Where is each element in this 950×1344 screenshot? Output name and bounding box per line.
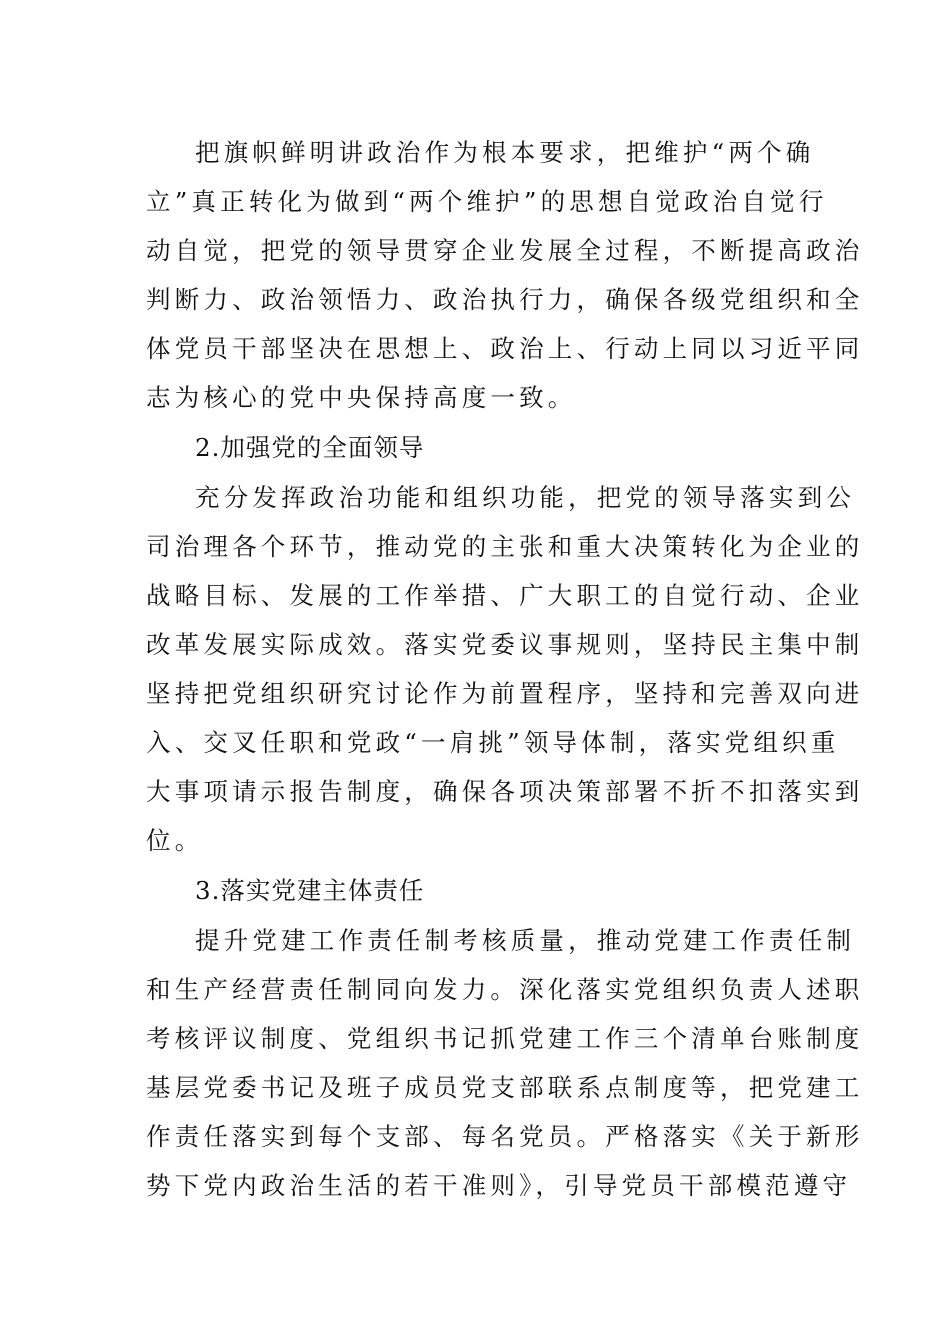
- paragraph-2-line-6: 入、交叉任职和党政“一肩挑”领导体制，落实党组织重: [146, 728, 840, 757]
- paragraph-1-line-6: 志为核心的党中央保持高度一致。: [146, 383, 577, 412]
- paragraph-1-line-4: 判断力、政治领悟力、政治执行力，确保各级党组织和全: [146, 285, 864, 314]
- paragraph-3-line-2: 和生产经营责任制同向发力。深化落实党组织负责人述职: [146, 975, 864, 1004]
- paragraph-2-line-4: 改革发展实际成效。落实党委议事规则，坚持民主集中制: [146, 630, 864, 659]
- paragraph-1-line-1: 把旗帜鲜明讲政治作为根本要求，把维护“两个确: [195, 138, 815, 167]
- paragraph-1-line-3: 动自觉，把党的领导贯穿企业发展全过程，不断提高政治: [146, 236, 864, 265]
- section-heading-2: 2.加强党的全面领导: [195, 433, 425, 462]
- paragraph-3-line-6: 势下党内政治生活的若干准则》，引导党员干部模范遵守: [146, 1171, 852, 1200]
- paragraph-2-line-3: 战略目标、发展的工作举措、广大职工的自觉行动、企业: [146, 581, 864, 610]
- paragraph-1-line-2: 立”真正转化为做到“两个维护”的思想自觉政治自觉行: [146, 187, 828, 216]
- paragraph-2-line-5: 坚持把党组织研究讨论作为前置程序，坚持和完善双向进: [146, 679, 864, 708]
- paragraph-3-line-1: 提升党建工作责任制考核质量，推动党建工作责任制: [195, 926, 856, 955]
- section-heading-3: 3.落实党建主体责任: [195, 876, 425, 905]
- paragraph-1-line-5: 体党员干部坚决在思想上、政治上、行动上同以习近平同: [146, 334, 864, 363]
- paragraph-2-line-7: 大事项请示报告制度，确保各项决策部署不折不扣落实到: [146, 777, 864, 806]
- paragraph-2-line-1: 充分发挥政治功能和组织功能，把党的领导落实到公: [195, 483, 856, 512]
- paragraph-2-line-2: 司治理各个环节，推动党的主张和重大决策转化为企业的: [146, 532, 864, 561]
- paragraph-3-line-5: 作责任落实到每个支部、每名党员。严格落实《关于新形: [146, 1122, 864, 1151]
- paragraph-2-line-8: 位。: [146, 826, 204, 855]
- paragraph-3-line-4: 基层党委书记及班子成员党支部联系点制度等，把党建工: [146, 1073, 864, 1102]
- paragraph-3-line-3: 考核评议制度、党组织书记抓党建工作三个清单台账制度: [146, 1024, 864, 1053]
